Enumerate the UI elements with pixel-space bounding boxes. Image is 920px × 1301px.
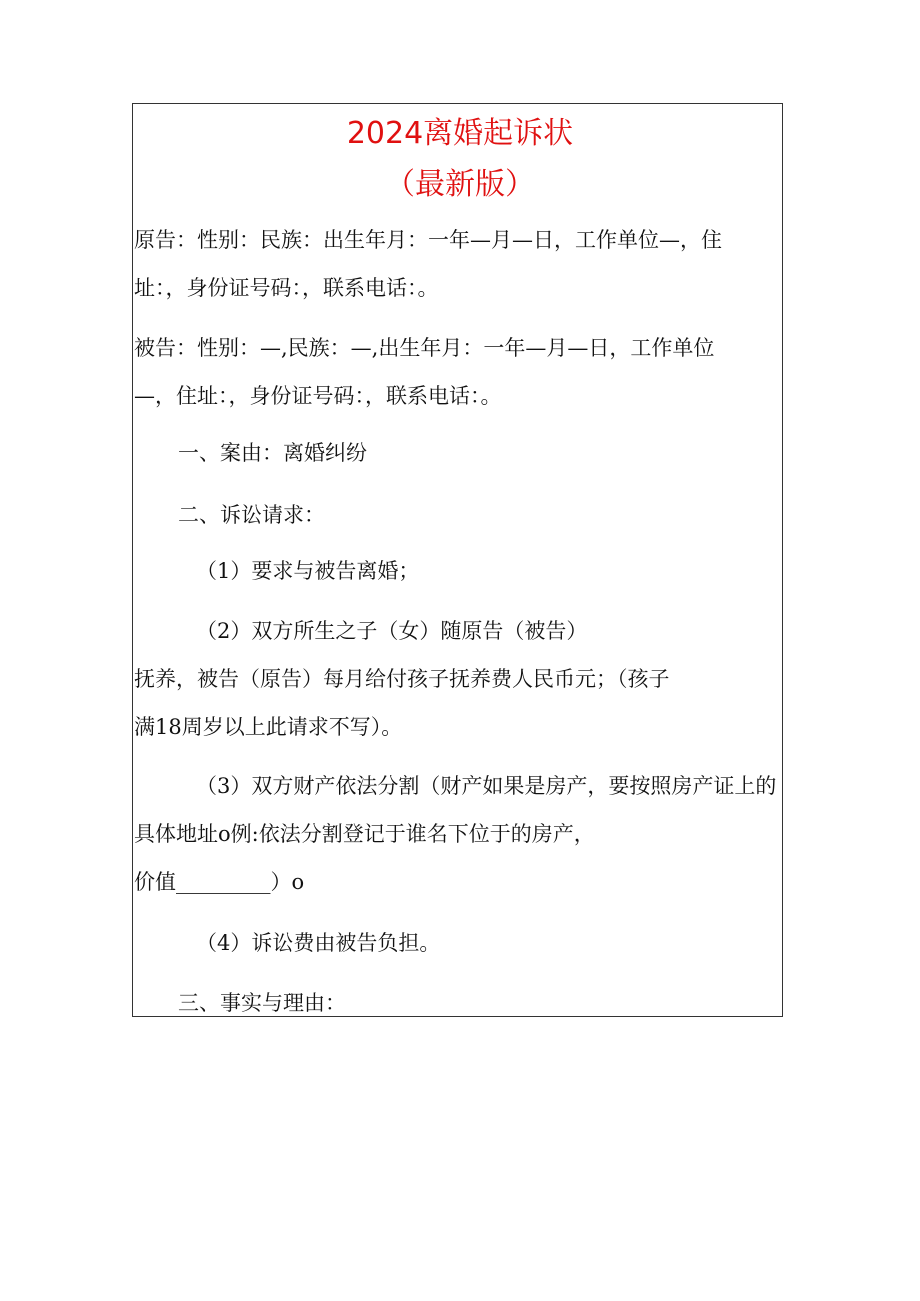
- plaintiff-line-1: 原告：性别：民族：出生年月：一年—月—日，工作单位—，住: [134, 228, 722, 252]
- section-cause: 一、案由：离婚纠纷: [178, 441, 367, 465]
- claim-3-line-1: （3）双方财产依法分割（财产如果是房产，要按照房产证上的: [196, 774, 777, 798]
- claim-3-line-2: 具体地址o例:依法分割登记于谁名下位于的房产，: [134, 822, 595, 846]
- claim-2-line-2: 抚养，被告（原告）每月给付孩子抚养费人民币元；（孩子: [134, 667, 670, 691]
- document-title: 2024离婚起诉状: [346, 116, 574, 151]
- plaintiff-line-2: 址：，身份证号码：，联系电话：。: [134, 276, 439, 300]
- defendant-line-2: —，住址：，身份证号码：，联系电话：。: [134, 384, 502, 408]
- section-claims-heading: 二、诉讼请求：: [178, 503, 325, 527]
- claim-3-line-3: 价值_________）o: [134, 870, 305, 894]
- defendant-line-1: 被告：性别：—,民族：—,出生年月：一年—月—日，工作单位: [134, 336, 715, 360]
- claim-1: （1）要求与被告离婚；: [196, 559, 420, 583]
- section-facts-heading: 三、事实与理由：: [178, 991, 346, 1015]
- document-subtitle: （最新版）: [385, 167, 535, 202]
- claim-4: （4）诉讼费由被告负担。: [196, 931, 441, 955]
- claim-2-line-1: （2）双方所生之子（女）随原告（被告）: [196, 619, 588, 643]
- claim-2-line-3: 满18周岁以上此请求不写）。: [134, 715, 403, 739]
